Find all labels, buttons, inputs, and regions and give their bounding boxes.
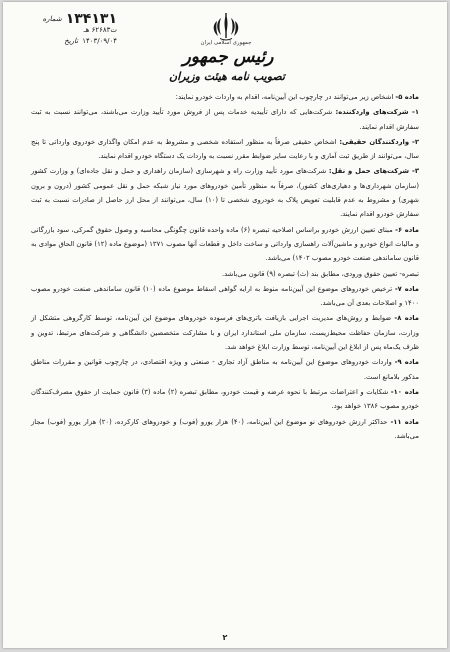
article-paragraph	[31, 90, 419, 104]
letter-ref: ت۶۲۶۸۳ هـ	[83, 26, 117, 34]
article-text: ضوابط و روش‌های مدیریت اجرایی بازیافت باتری‌های فرسوده خودروهای موضوع این آیین‌نامه، توسط کارگروهی متشکل از وزارت، سازمان حفاظت محیط‌زیست، سازمان ملی استاندارد ایران و با مشارکت متخصصین دانشگاهی و شرکت‌های مرتبط، تدوین و ظرف یک‌ماه پس از ابلاغ این آیین‌نامه، توسط وزارت ابلاغ خواهد شد.	[31, 314, 419, 352]
article-text: اشخاص حقیقی صرفاً به منظور استفاده شخصی و مشروط به عدم امکان واگذاری خودروی وارداتی تا پنج سال، می‌توانند از طریق ثبت آماری و با رعایت سایر ضوابط مقرر نسبت به واردات یک دستگاه خودرو اقدام نمایند.	[31, 137, 419, 161]
article-paragraph	[31, 135, 419, 164]
letter-date-row	[17, 36, 117, 47]
article-label: ۲- واردکنندگان حقیقی:	[339, 137, 420, 146]
emblem-icon	[208, 12, 244, 42]
article-paragraph	[31, 105, 419, 134]
article-label: ماده ۹-	[394, 358, 419, 367]
letter-date-label: تاریخ	[64, 37, 79, 45]
letter-number-row	[17, 11, 117, 27]
article-text: حداکثر ارزش خودروهای نو موضوع این آیین‌نامه، (۴۰) هزار یورو (فوب) و خودروهای کارکرده، (۲۰) هزار یورو (فوب) مجاز می‌باشد.	[31, 417, 419, 440]
article-text: اشخاص زیر می‌توانند در چارچوب این آیین‌نامه، اقدام به واردات خودرو نمایند:	[175, 93, 396, 101]
letter-date: ۱۴۰۳/۰۹/۰۴	[82, 37, 117, 45]
letter-meta	[17, 11, 117, 47]
article-label: ۳- شرکت‌های حمل و نقل:	[328, 167, 419, 176]
article-text: شرکت‌های مورد تأیید وزارت راه و شهرسازی (سازمان راهداری و حمل و نقل جاده‌ای) و وزارت کشور (سازمان شهرداری‌ها و دهیاری‌های کشور)، صرفاً به منظور تأمین خودروهای مورد نیاز شبکه حمل و نقل عمومی کشور (درون و برون شهری) و مشروط به عدم قابلیت تعویض پلاک به خودروی شخصی تا (۱۰) سال، می‌توانند از محل ارز حاصل از صادرات نسبت به ثبت سفارش خودرو اقدام نمایند.	[31, 167, 420, 219]
article-text: شکایات و اعتراضات مرتبط با نحوه عرضه و قیمت خودرو، مطابق تبصره (۲) ماده (۳) قانون حمایت از حقوق مصرف‌کنندگان خودرو مصوب ۱۳۸۶ خواهد بود.	[31, 387, 419, 411]
article-note	[31, 267, 419, 281]
article-text: مبنای تعیین ارزش خودرو براساس اصلاحیه تبصره (۶) ماده واحده قانون چگونگی محاسبه و وصول حقوق گمرکی، سود بازرگانی و مالیات انواع خودرو و ماشین‌آلات راهسازی وارداتی و ساخت داخل و قطعات آنها مصوب ۱۳۷۱ (موضوع ماده (۱۲) قانون الحاق موادی به قانون ساماندهی صنعت خودرو مصوب ۱۴۰۲) می‌باشد.	[31, 225, 420, 263]
article-paragraph	[31, 385, 419, 414]
document-page	[3, 2, 447, 648]
letter-number-label: شماره	[42, 15, 62, 23]
header-title: رئیس جمهور	[182, 47, 274, 67]
article-text: تبصره- تعیین حقوق ورودی، مطابق بند (ث) تبصره (۹) قانون می‌باشد.	[221, 269, 419, 278]
article-paragraph	[31, 311, 419, 354]
article-label: ۱- شرکت‌های واردکننده:	[335, 108, 419, 117]
article-label: ماده ۱۱-	[390, 417, 419, 426]
article-paragraph	[31, 282, 419, 311]
article-label: ماده ۸-	[394, 314, 419, 323]
article-label: ماده ۵-	[395, 93, 419, 101]
article-label: ماده ۶-	[395, 225, 419, 234]
article-paragraph	[31, 355, 419, 384]
article-paragraph	[31, 164, 419, 221]
article-label: ماده ۱۰-	[390, 387, 419, 396]
article-label: ماده ۷-	[394, 284, 419, 293]
page-number: ۲	[222, 633, 228, 642]
header-cabinet: تصویب نامه هیئت وزیران	[169, 70, 285, 83]
article-paragraph	[31, 223, 419, 266]
article-paragraph	[31, 415, 419, 444]
header-republic: جمهوری اسلامی ایران	[200, 40, 252, 46]
article-text: شرکت‌هایی که دارای تأییدیه خدمات پس از فروش مورد تأیید وزارت می‌باشند، می‌توانند نسبت به ثبت سفارش اقدام نمایند.	[31, 108, 419, 131]
article-text: واردات خودروهای موضوع این آیین‌نامه به مناطق آزاد تجاری - صنعتی و ویژه اقتصادی، در چارچوب قوانین و مقررات مناطق مذکور بلامانع است.	[31, 358, 419, 381]
document-body	[31, 90, 419, 444]
letter-number: ۱۳۴۱۳۱	[65, 11, 117, 27]
article-text: ترخیص خودروهای موضوع این آیین‌نامه منوط به ارایه گواهی اسقاط موضوع ماده (۱۰) قانون ساماندهی صنعت خودرو مصوب ۱۴۰۰ و اصلاحات بعدی آن می‌باشد.	[31, 284, 419, 308]
